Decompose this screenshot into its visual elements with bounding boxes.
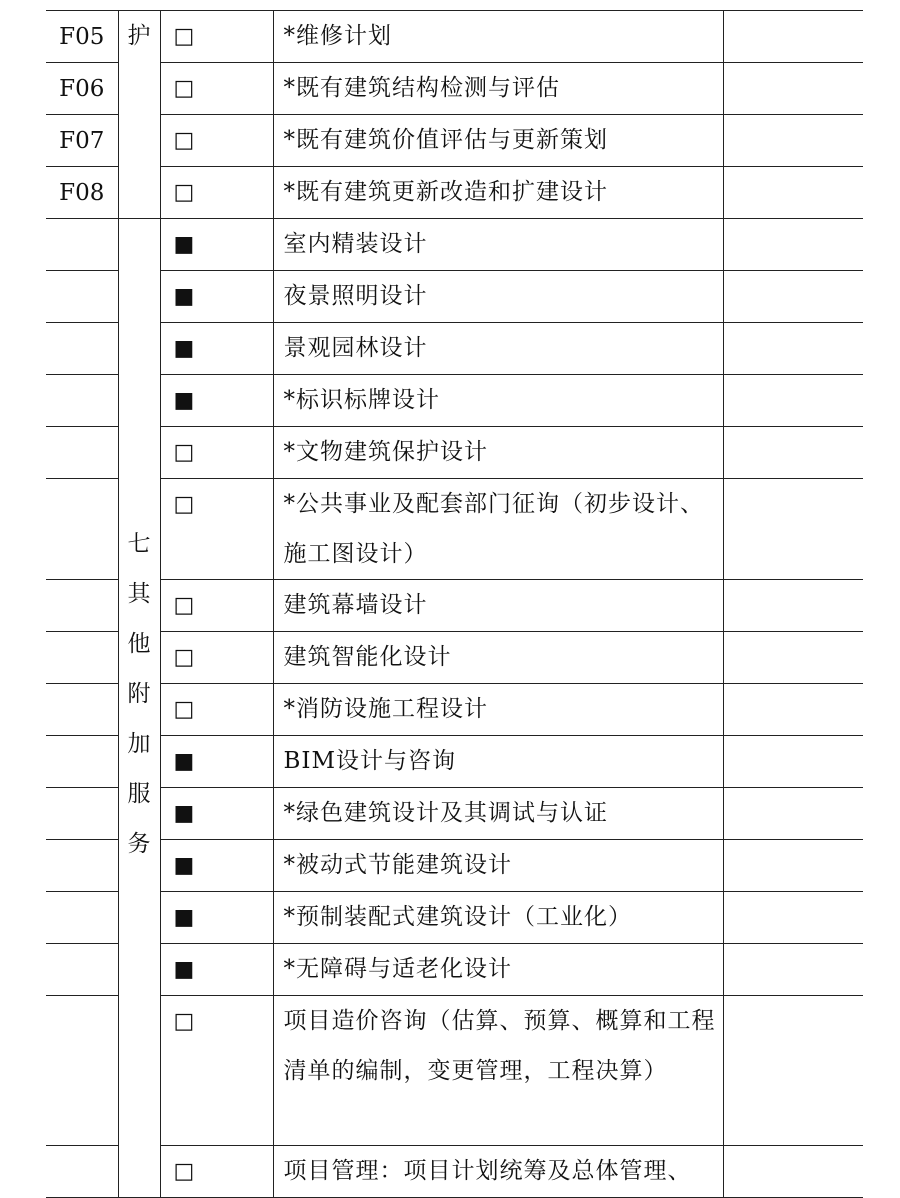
remarks-cell [723,167,863,219]
table-row [46,944,863,996]
checked-box-icon[interactable]: ■ [173,801,195,826]
table-row [46,271,863,323]
row-code: F06 [46,63,118,115]
table-row [46,1146,863,1198]
service-item-text: *公共事业及配套部门征询（初步设计、施工图设计） [273,479,723,580]
service-item-text: *既有建筑结构检测与评估 [273,63,723,115]
remarks-cell [723,375,863,427]
table-row [46,996,863,1146]
unchecked-box-icon[interactable]: □ [173,645,195,670]
checkbox-cell [160,632,273,684]
row-code [46,840,118,892]
row-code [46,632,118,684]
checkbox-cell [160,427,273,479]
service-item-text: 景观园林设计 [273,323,723,375]
remarks-cell [723,684,863,736]
remarks-cell [723,736,863,788]
row-code [46,736,118,788]
remarks-cell [723,323,863,375]
row-code [46,323,118,375]
service-table-body [46,11,863,1198]
unchecked-box-icon[interactable]: □ [173,593,195,618]
category-spacer [119,219,160,519]
checkbox-cell [160,1146,273,1198]
remarks-cell [723,580,863,632]
remarks-cell [723,944,863,996]
row-code [46,944,118,996]
checkbox-cell [160,580,273,632]
checkbox-cell [160,115,273,167]
service-item-text: *消防设施工程设计 [273,684,723,736]
unchecked-box-icon[interactable]: □ [173,1009,195,1034]
row-code [46,271,118,323]
table-row [46,684,863,736]
service-item-text: 建筑智能化设计 [273,632,723,684]
row-code [46,427,118,479]
row-code: F07 [46,115,118,167]
checked-box-icon[interactable]: ■ [173,905,195,930]
service-item-text: *文物建筑保护设计 [273,427,723,479]
unchecked-box-icon[interactable]: □ [173,24,195,49]
table-row [46,167,863,219]
table-row [46,323,863,375]
table-row [46,840,863,892]
remarks-cell [723,632,863,684]
unchecked-box-icon[interactable]: □ [173,492,195,517]
remarks-cell [723,1146,863,1198]
category-cell-maintenance [118,11,160,219]
row-code [46,788,118,840]
row-code [46,219,118,271]
row-code: F08 [46,167,118,219]
table-row [46,63,863,115]
checkbox-cell [160,63,273,115]
remarks-cell [723,11,863,63]
remarks-cell [723,479,863,580]
checkbox-cell [160,996,273,1146]
row-code [46,580,118,632]
remarks-cell [723,271,863,323]
row-code [46,892,118,944]
checkbox-cell [160,892,273,944]
checked-box-icon[interactable]: ■ [173,336,195,361]
service-item-text: *标识标牌设计 [273,375,723,427]
row-code [46,479,118,580]
service-item-text: *预制装配式建筑设计（工业化） [273,892,723,944]
checked-box-icon[interactable]: ■ [173,749,195,774]
checkbox-cell [160,167,273,219]
service-item-text: 项目管理：项目计划统筹及总体管理、 [273,1146,723,1198]
row-code [46,684,118,736]
remarks-cell [723,788,863,840]
service-item-text: *既有建筑更新改造和扩建设计 [273,167,723,219]
remarks-cell [723,115,863,167]
checkbox-cell [160,271,273,323]
row-code [46,375,118,427]
table-row [46,375,863,427]
table-row [46,736,863,788]
remarks-cell [723,996,863,1146]
checked-box-icon[interactable]: ■ [173,388,195,413]
checkbox-cell [160,479,273,580]
category-label-char: 他 [127,631,151,657]
checked-box-icon[interactable]: ■ [173,232,195,257]
category-label-char: 七 [127,531,151,557]
checkbox-cell [160,788,273,840]
checkbox-cell [160,736,273,788]
unchecked-box-icon[interactable]: □ [173,1159,195,1184]
unchecked-box-icon[interactable]: □ [173,76,195,101]
unchecked-box-icon[interactable]: □ [173,440,195,465]
category-label-char: 护 [127,23,151,49]
category-label-char: 附 [127,681,151,707]
table-row [46,427,863,479]
table-row [46,892,863,944]
row-code [46,996,118,1146]
table-row [46,788,863,840]
table-row [46,580,863,632]
checked-box-icon[interactable]: ■ [173,957,195,982]
category-label-char: 务 [127,831,151,857]
checked-box-icon[interactable]: ■ [173,853,195,878]
service-item-text: 夜景照明设计 [273,271,723,323]
table-row [46,11,863,63]
checkbox-cell [160,375,273,427]
service-item-text: *既有建筑价值评估与更新策划 [273,115,723,167]
remarks-cell [723,427,863,479]
category-label-char: 加 [127,731,151,757]
remarks-cell [723,63,863,115]
unchecked-box-icon[interactable]: □ [173,180,195,205]
service-item-text: *维修计划 [273,11,723,63]
checkbox-cell [160,684,273,736]
remarks-cell [723,892,863,944]
remarks-cell [723,219,863,271]
checkbox-cell [160,840,273,892]
checkbox-cell [160,323,273,375]
service-item-text: *绿色建筑设计及其调试与认证 [273,788,723,840]
checkbox-cell [160,944,273,996]
category-label-char: 服 [127,781,151,807]
table-row [46,115,863,167]
checked-box-icon[interactable]: ■ [173,284,195,309]
checkbox-cell [160,11,273,63]
service-item-text: 建筑幕墙设计 [273,580,723,632]
service-item-text: 室内精装设计 [273,219,723,271]
row-code [46,1146,118,1198]
checkbox-cell [160,219,273,271]
service-item-text: *无障碍与适老化设计 [273,944,723,996]
remarks-cell [723,840,863,892]
service-item-text: BIM设计与咨询 [273,736,723,788]
service-item-text: 项目造价咨询（估算、预算、概算和工程清单的编制，变更管理，工程决算） [273,996,723,1146]
category-cell-other-services [118,219,160,1198]
table-row [46,219,863,271]
service-table [46,10,863,1198]
table-row [46,632,863,684]
category-label-char: 其 [127,581,151,607]
row-code: F05 [46,11,118,63]
service-item-text: *被动式节能建筑设计 [273,840,723,892]
table-row [46,479,863,580]
unchecked-box-icon[interactable]: □ [173,697,195,722]
unchecked-box-icon[interactable]: □ [173,128,195,153]
